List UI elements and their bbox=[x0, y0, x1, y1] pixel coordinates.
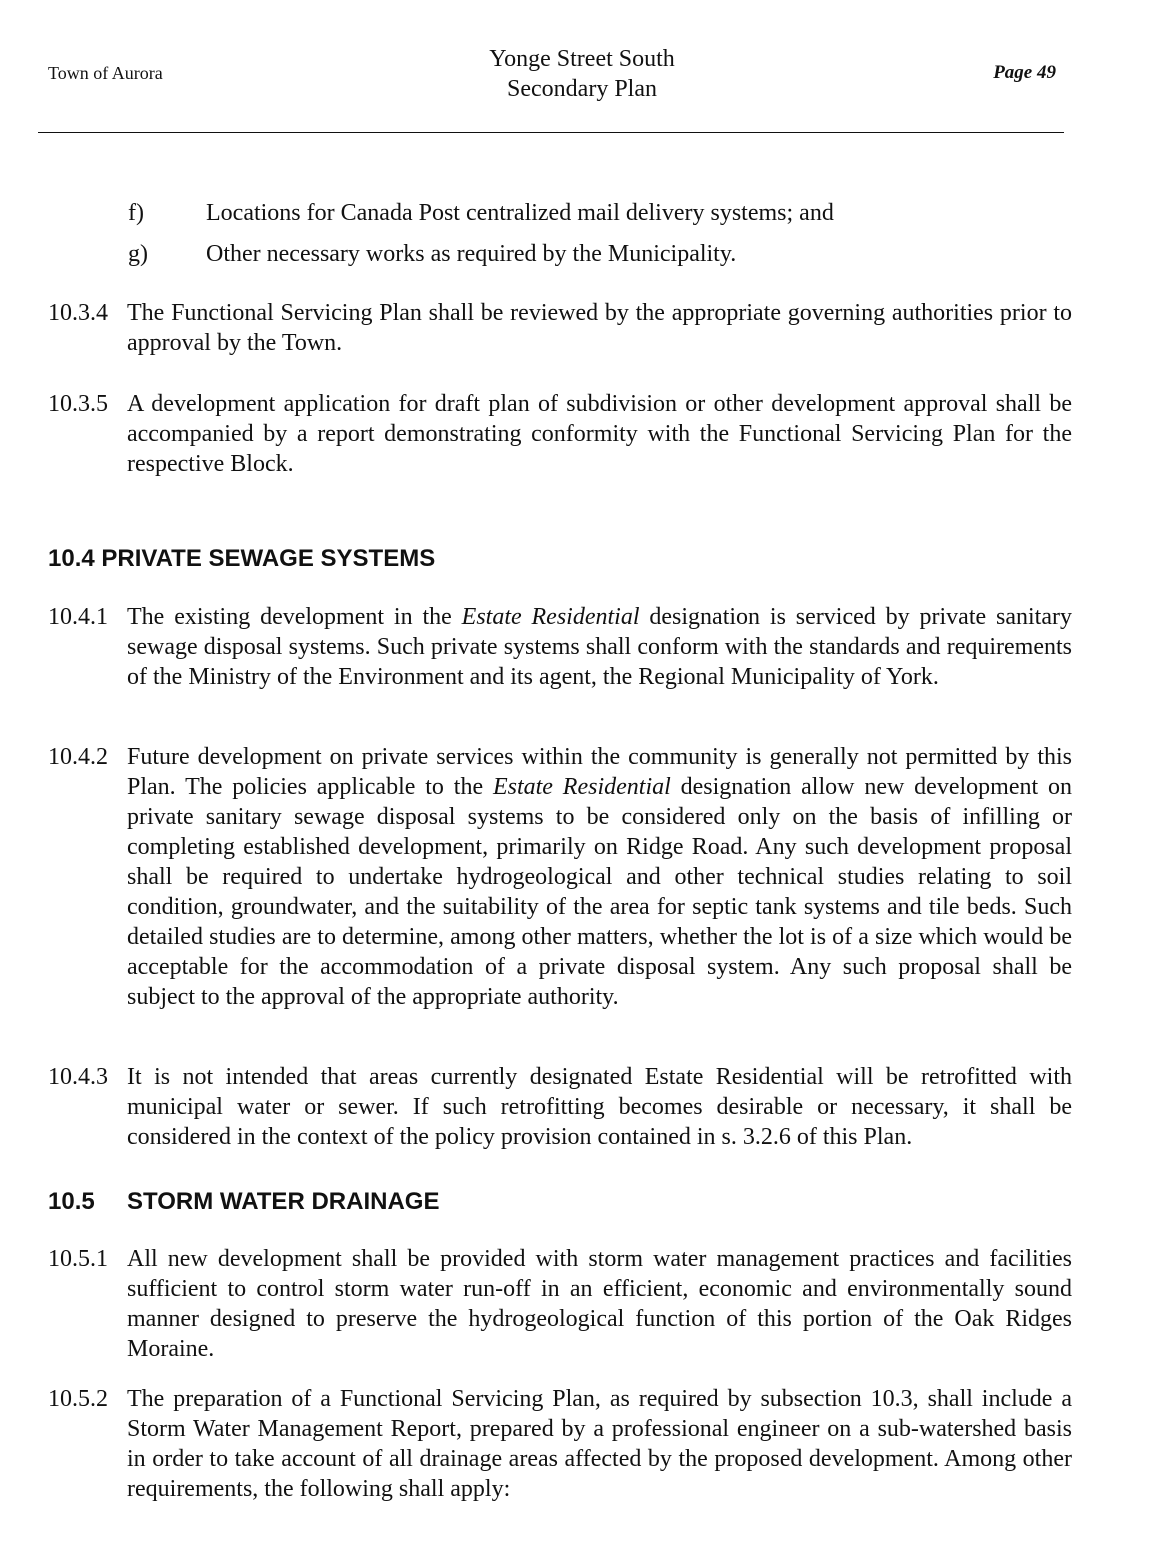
list-text: Other necessary works as required by the Municipality. bbox=[206, 241, 737, 267]
list-marker: f) bbox=[128, 200, 144, 226]
section-number: 10.5.2 bbox=[48, 1386, 108, 1412]
section-number: 10.4.2 bbox=[48, 744, 108, 770]
document-title-line1: Yonge Street South bbox=[489, 46, 675, 72]
municipality-name: Town of Aurora bbox=[48, 63, 163, 83]
page-header bbox=[0, 0, 1170, 140]
section-text: A development application for draft plan of subdivision or other development approval shall be accompanied by a report demonstrating conformity with the Functional Servicing Plan for the respective Block. bbox=[127, 391, 1072, 477]
section-text: It is not intended that areas currently designated Estate Residential will be retrofitted with municipal water or sewer. If such retrofitting becomes desirable or necessary, it shall be considered in the context of the policy provision contained in s. 3.2.6 of this Plan. bbox=[127, 1064, 1072, 1150]
section-text bbox=[127, 602, 1072, 692]
heading-title: STORM WATER DRAINAGE bbox=[127, 1188, 440, 1215]
document-title bbox=[432, 44, 732, 104]
heading-10-5 bbox=[48, 1187, 440, 1217]
section-text bbox=[127, 742, 1072, 1012]
heading-10-4: 10.4 PRIVATE SEWAGE SYSTEMS bbox=[48, 545, 436, 572]
text-run: designation is serviced by private sanitary sewage disposal systems. Such private systems shall conform with the standards and requirements of the Ministry of the Environment and its agent, the Regional Municipality of York. bbox=[127, 604, 1072, 690]
section-number: 10.3.5 bbox=[48, 391, 108, 417]
section-text: All new development shall be provided with storm water management practices and facilities sufficient to control storm water run-off in an efficient, economic and environmentally sound manner designed to preserve the hydrogeological function of this portion of the Oak Ridges Moraine. bbox=[127, 1246, 1072, 1362]
section-number: 10.3.4 bbox=[48, 300, 108, 326]
page-number: Page 49 bbox=[993, 62, 1056, 83]
section-number: 10.4.3 bbox=[48, 1064, 108, 1090]
section-number: 10.4.1 bbox=[48, 604, 108, 630]
header-divider bbox=[38, 132, 1064, 133]
list-text: Locations for Canada Post centralized mail delivery systems; and bbox=[206, 200, 834, 226]
list-marker: g) bbox=[128, 241, 148, 267]
text-run: Future development on private services within the community is generally not permitted by this Plan. The policies applicable to the bbox=[127, 744, 1072, 800]
emphasis-text: Estate Residential bbox=[492, 774, 671, 800]
document-title-line2: Secondary Plan bbox=[507, 76, 657, 102]
text-run: The existing development in the bbox=[127, 604, 462, 630]
heading-number: 10.5 bbox=[48, 1188, 95, 1215]
section-number: 10.5.1 bbox=[48, 1246, 108, 1272]
text-run: designation allow new development on private sanitary sewage disposal systems to be considered only on the basis of infilling or completing established development, primarily on Ridge Road. Any such development proposal shall be required to undertake hydrogeological and other technical studies relating to soil condition, groundwater, and the suitability of the area for septic tank systems and tile beds. Such detailed studies are to determine, among other matters, whether the lot is of a size which would be acceptable for the accommodation of a private disposal system. Any such proposal shall be subject to the approval of the appropriate authority. bbox=[127, 774, 1072, 1010]
section-text: The Functional Servicing Plan shall be reviewed by the appropriate governing authorities prior to approval by the Town. bbox=[127, 300, 1072, 356]
emphasis-text: Estate Residential bbox=[461, 604, 640, 630]
section-text: The preparation of a Functional Servicing Plan, as required by subsection 10.3, shall include a Storm Water Management Report, prepared by a professional engineer on a sub-watershed basis in order to take account of all drainage areas affected by the proposed development. Among other requirements, the following shall apply: bbox=[127, 1386, 1072, 1502]
